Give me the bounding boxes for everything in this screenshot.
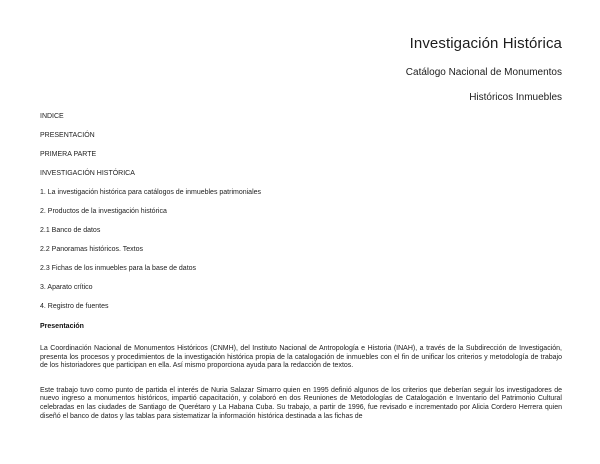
page-title: Investigación Histórica bbox=[409, 35, 562, 52]
toc-entry: 2.2 Panoramas históricos. Textos bbox=[40, 246, 143, 253]
toc-entry: INDICE bbox=[40, 113, 64, 120]
toc-entry: 1. La investigación histórica para catálogos de inmuebles patrimoniales bbox=[40, 189, 262, 196]
toc-entry: 3. Aparato crítico bbox=[40, 284, 93, 291]
toc-entry: 2.3 Fichas de los inmuebles para la base de datos bbox=[40, 265, 197, 272]
toc-entry: PRESENTACIÓN bbox=[40, 132, 95, 139]
body-paragraph: La Coordinación Nacional de Monumentos Históricos (CNMH), del Instituto Nacional de Antropología e Historia (INAH), a través de la Subdirección de Investigación, presenta los procesos y procedimientos de la investigación histórica propia de la catalogación de inmuebles con el fin de unificar los criterios y metodología de trabajo de los historiadores que participan en ella. Así mismo proporciona ayuda para la redacción de textos. bbox=[40, 345, 562, 370]
document-subtitle-line-1: Catálogo Nacional de Monumentos bbox=[405, 67, 562, 78]
body-content bbox=[40, 345, 562, 421]
table-of-contents bbox=[40, 112, 562, 321]
document-header bbox=[40, 34, 562, 105]
body-paragraph: Este trabajo tuvo como punto de partida el interés de Nuria Salazar Simarro quien en 1995 definió algunos de los criterios que deberían seguir los investigadores de nuevo ingreso a monumentos históricos, impartió capacitación, y colaboró en dos Reuniones de Metodologías de Catalogación e Inventario del Patrimonio Cultural celebradas en las ciudades de Santiago de Querétaro y La Habana Cuba. Su trabajo, a partir de 1996, fue revisado e incrementado por Alicia Cordero Herrera quien diseñó el banco de datos y las tablas para sistematizar la información histórica destinada a las fichas de bbox=[40, 386, 562, 420]
toc-entry: 2. Productos de la investigación histórica bbox=[40, 208, 167, 215]
toc-entry: INVESTIGACIÓN HISTÓRICA bbox=[40, 170, 135, 177]
document-subtitle-line-2: Históricos Inmuebles bbox=[469, 92, 562, 103]
toc-entry: 4. Registro de fuentes bbox=[40, 303, 109, 310]
toc-entry: 2.1 Banco de datos bbox=[40, 227, 101, 234]
section-heading-presentacion: Presentación bbox=[40, 323, 84, 330]
toc-entry: PRIMERA PARTE bbox=[40, 151, 97, 158]
